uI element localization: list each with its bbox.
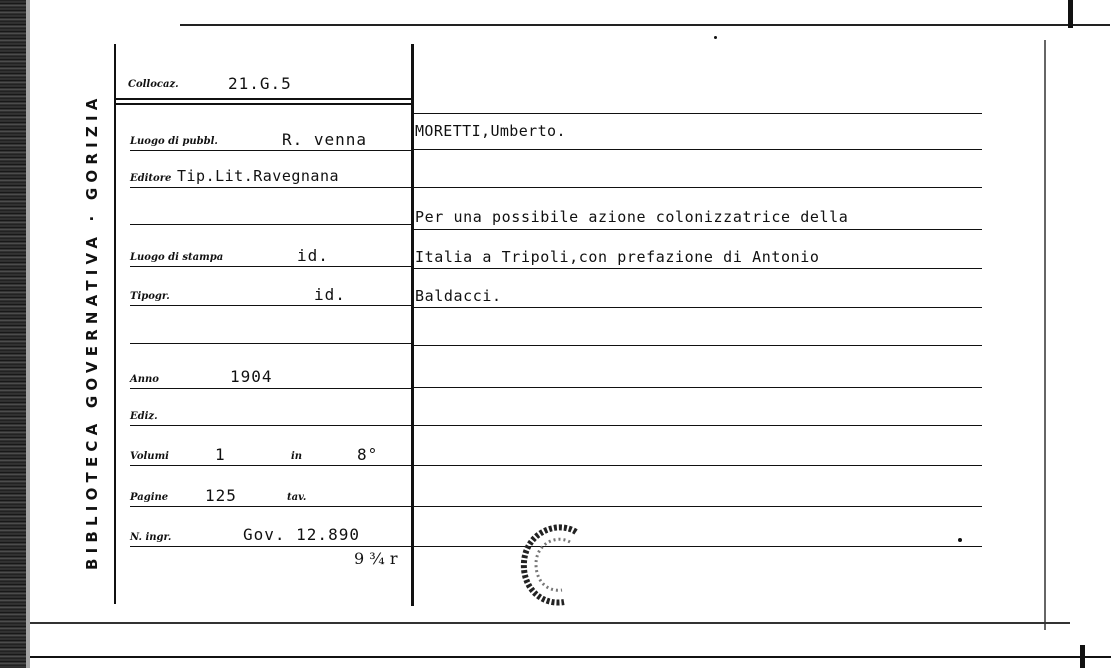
rule-pagine xyxy=(130,506,412,507)
card-top-edge xyxy=(180,24,1110,26)
label-luogo-stampa: Luogo di stampa xyxy=(130,252,224,263)
value-in: 8° xyxy=(357,445,379,464)
rule-r9 xyxy=(413,425,982,426)
author: MORETTI,Umberto. xyxy=(415,122,566,140)
rule-r3 xyxy=(413,187,982,188)
ink-dot-top xyxy=(714,36,717,39)
title-line-1: Per una possibile azione colonizzatrice della xyxy=(415,208,849,226)
label-pagine: Pagine xyxy=(130,492,169,503)
label-anno: Anno xyxy=(130,374,159,385)
scan-edge xyxy=(0,0,26,668)
handwritten-note: 9 ¾ r xyxy=(354,549,398,568)
left-rule xyxy=(114,44,116,604)
title-line-3: Baldacci. xyxy=(415,287,502,305)
card-right-edge xyxy=(1044,40,1046,630)
ink-dot xyxy=(958,538,962,542)
label-tipogr: Tipogr. xyxy=(130,291,170,302)
label-collocazione: Collocaz. xyxy=(128,79,179,90)
rule-blank xyxy=(130,224,412,225)
label-tav: tav. xyxy=(287,492,307,503)
scan-edge-shadow xyxy=(26,0,30,668)
stamp-mark xyxy=(518,522,590,606)
value-n-ingr: Gov. 12.890 xyxy=(243,525,360,544)
rule-r5 xyxy=(413,268,982,269)
rule-r6 xyxy=(413,307,982,308)
rule-r2 xyxy=(413,149,982,150)
card-bottom-edge xyxy=(30,622,1070,624)
rule-luogo xyxy=(130,150,412,151)
rule-ningr xyxy=(130,546,412,547)
label-in: in xyxy=(291,451,303,462)
label-ediz: Ediz. xyxy=(130,411,158,422)
rule-r12 xyxy=(413,546,982,547)
label-editore: Editore xyxy=(130,173,172,184)
rule-colloc-double xyxy=(116,103,412,105)
label-volumi: Volumi xyxy=(130,451,169,462)
rule-blank-2 xyxy=(130,343,412,344)
rule-r7 xyxy=(413,345,982,346)
lower-corner-mark xyxy=(1080,645,1085,668)
rule-tipogr xyxy=(130,305,412,306)
rule-r11 xyxy=(413,506,982,507)
rule-anno xyxy=(130,388,412,389)
rule-luogo-stampa xyxy=(130,266,412,267)
lower-card-edge xyxy=(30,656,1111,658)
rule-colloc xyxy=(116,98,412,100)
value-pagine: 125 xyxy=(205,486,237,505)
value-editore: Tip.Lit.Ravegnana xyxy=(177,167,340,185)
center-rule xyxy=(411,44,414,606)
rule-ediz xyxy=(130,425,412,426)
rule-volumi xyxy=(130,465,412,466)
rule-r4 xyxy=(413,229,982,230)
value-anno: 1904 xyxy=(230,367,273,386)
library-name: BIBLIOTECA GOVERNATIVA · GORIZIA xyxy=(83,93,101,570)
value-luogo-stampa: id. xyxy=(297,246,329,265)
rule-r1 xyxy=(413,113,982,114)
value-tipogr: id. xyxy=(314,285,346,304)
rule-r8 xyxy=(413,387,982,388)
rule-editore xyxy=(130,187,412,188)
rule-r10 xyxy=(413,465,982,466)
card-corner-mark xyxy=(1068,0,1073,28)
label-n-ingr: N. ingr. xyxy=(130,532,172,543)
value-luogo-pubbl: R. venna xyxy=(282,130,368,149)
title-line-2: Italia a Tripoli,con prefazione di Antonio xyxy=(415,248,820,266)
value-collocazione: 21.G.5 xyxy=(228,74,292,93)
label-luogo-pubbl: Luogo di pubbl. xyxy=(130,136,218,147)
value-volumi: 1 xyxy=(215,445,226,464)
